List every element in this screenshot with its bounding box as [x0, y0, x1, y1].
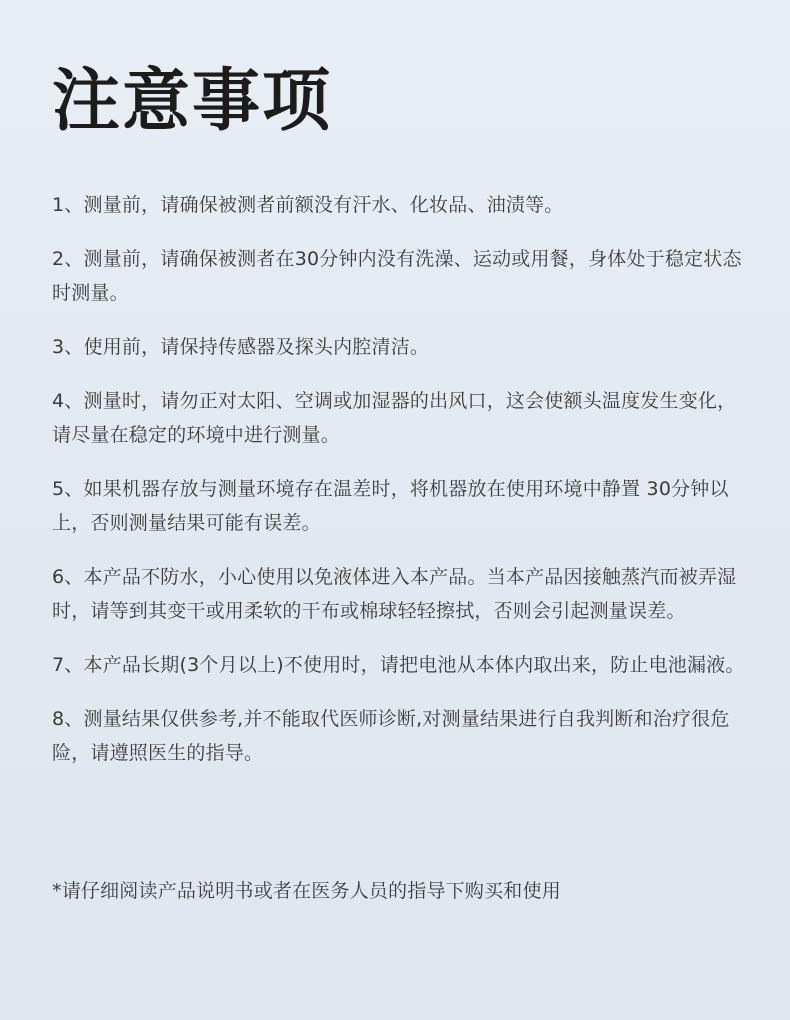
precaution-item-1: 1、测量前，请确保被测者前额没有汗水、化妆品、油渍等。 — [52, 194, 564, 216]
precautions-list — [52, 188, 748, 790]
footnote: *请仔细阅读产品说明书或者在医务人员的指导下购买和使用 — [52, 880, 561, 902]
precaution-item-5: 5、如果机器存放与测量环境存在温差时，将机器放在使用环境中静置 30分钟以上，否则测量结果可能有误差。 — [52, 478, 729, 534]
precaution-item-4: 4、测量时，请勿正对太阳、空调或加湿器的出风口，这会使额头温度发生变化，请尽量在稳定的环境中进行测量。 — [52, 390, 737, 446]
precaution-item-2: 2、测量前，请确保被测者在30分钟内没有洗澡、运动或用餐，身体处于稳定状态时测量。 — [52, 248, 742, 304]
precaution-item-8: 8、测量结果仅供参考,并不能取代医师诊断,对测量结果进行自我判断和治疗很危险，请遵照医生的指导。 — [52, 708, 730, 764]
precaution-item-7: 7、本产品长期(3个月以上)不使用时，请把电池从本体内取出来，防止电池漏液。 — [52, 654, 745, 676]
page-title: 注意事项 — [52, 62, 333, 141]
precaution-item-6: 6、本产品不防水，小心使用以免液体进入本产品。当本产品因接触蒸汽而被弄湿时，请等到其变干或用柔软的干布或棉球轻轻擦拭，否则会引起测量误差。 — [52, 566, 737, 622]
precaution-item-3: 3、使用前，请保持传感器及探头内腔清洁。 — [52, 336, 430, 358]
